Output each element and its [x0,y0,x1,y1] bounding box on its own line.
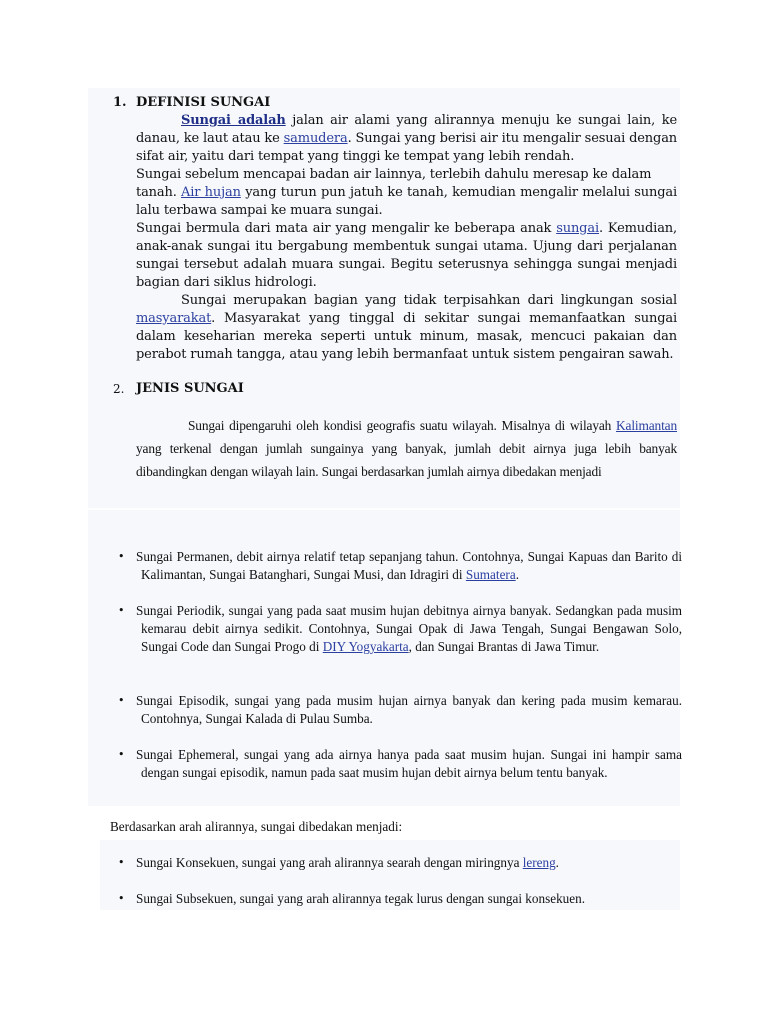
bullet-icon: • [118,604,125,617]
bullet-icon: • [118,748,125,761]
paragraph-meresap: Sungai sebelum mencapai badan air lainnya, terlebih dahulu meresap ke dalam tanah. [136,167,652,200]
link-samudera[interactable]: samudera [283,131,348,146]
link-diy-yogyakarta[interactable]: DIY Yogyakarta [322,639,409,655]
link-sumatera[interactable]: Sumatera [465,567,516,583]
paragraph-jenis-intro: Sungai dipengaruhi oleh kondisi geografis suatu wilayah. Misalnya di wilayah Kalimantan yang terkenal dengan jumlah sungainya yang banyak, jumlah debit airnya juga lebih banyak dibandingkan dengan wilayah lain. Sungai berdasarkan jumlah airnya dibedakan menjadi [136,418,677,479]
link-lereng[interactable]: lereng [522,855,556,870]
bullet-icon: • [118,856,125,869]
paragraph-definition: Sungai adalah jalan air alami yang alirannya menuju ke sungai lain, ke danau, ke laut atau ke samudera. Sungai yang berisi air itu mengalir sesuai dengan sifat air, yaitu dari tempat yang tinggi ke tempat yang lebih rendah. [136,113,678,164]
bullet-icon: • [118,694,125,707]
paragraph-masyarakat: Sungai merupakan bagian yang tidak terpisahkan dari lingkungan sosial masyarakat. Masyarakat yang tinggal di sekitar sungai memanfaatkan sungai dalam keseharian mereka seperti untuk minum, masak, mencuci pakaian dan perabot rumah tangga, atau yang lebih bermanfaat untuk sistem pengairan sawah. [136,293,677,362]
paragraph-mata-air: Sungai bermula dari mata air yang mengalir ke beberapa anak sungai. Kemudian, anak-anak sungai itu bergabung membentuk sungai utama. Ujung dari perjalanan sungai tersebut adalah muara sungai. Begitu seterusnya sehingga sungai menjadi bagian dari siklus hidrologi. [136,221,677,290]
paragraph-arah-intro: Berdasarkan arah alirannya, sungai dibedakan menjadi: [110,819,403,834]
bullet-icon: • [118,550,125,563]
link-masyarakat[interactable]: masyarakat [136,311,212,326]
link-kalimantan[interactable]: Kalimantan [616,418,677,433]
link-air-hujan[interactable]: Air hujan [181,185,241,200]
link-sungai-adalah[interactable]: Sungai adalah [181,113,286,128]
link-sungai[interactable]: sungai [556,221,599,236]
section-heading: JENIS SUNGAI [136,381,244,396]
section-number: 2. [113,382,125,396]
bullet-icon: • [118,892,125,905]
section-heading: DEFINISI SUNGAI [136,95,271,110]
paragraph-air-hujan: Air hujan yang turun pun jatuh ke tanah, kemudian mengalir melalui sungai lalu terbawa sampai ke muara sungai. [136,185,677,218]
document-page: 1. DEFINISI SUNGAI Sungai adalah jalan air alami yang alirannya menuju ke sungai lain, ke danau, ke laut atau ke samudera. Sungai yang berisi air itu mengalir sesuai dengan sifat air, yaitu dari tempat yang tinggi ke tempat yang lebih rendah. Sungai sebelum mencapai badan air lainnya, terlebih dahulu meresap ke dalam tanah. Air hujan yang turun pun jatuh ke tanah, kemudian mengalir melalui sungai lalu terbawa sampai ke muara sungai. Sungai bermula dari mata air yang mengalir ke beberapa anak sungai. Kemudian, anak-anak sungai itu bergabung membentuk sungai utama. Ujung dari perjalanan sungai tersebut adalah muara sungai. Begitu seterusnya sehingga sungai menjadi bagian dari siklus hidrologi. Sungai merupakan bagian yang tidak terpisahkan dari lingkungan sosial masyarakat. Masyarakat yang tinggal di sekitar sungai memanfaatkan sungai dalam keseharian mereka seperti untuk minum, masak, mencuci pakaian dan perabot rumah tangga, atau yang lebih bermanfaat untuk sistem pengairan sawah. 2. JENIS SUNGAI Sungai dipengaruhi oleh kondisi geografis suatu wilayah. Misalnya di wilayah Kalimantan yang terkenal dengan jumlah sungainya yang banyak, jumlah debit airnya juga lebih banyak dibandingkan dengan wilayah lain. Sungai berdasarkan jumlah airnya dibedakan menjadi • Sungai Permanen, debit airnya relatif tetap sepanjang tahun. Contohnya, Sungai Kapuas dan Barito di Kalimantan, Sungai Batanghari, Sungai Musi, dan Idragiri di Sumatera. • Sungai Periodik, sungai yang pada saat musim hujan debitnya airnya banyak. Sedangkan pada musim kemarau debit airnya sedikit. Contohnya, Sungai Opak di Jawa Tengah, Sungai Bengawan Solo, Sungai Code dan Sungai Progo di DIY Yogyakarta, dan Sungai Brantas di Jawa Timur. • Sungai Episodik, sungai yang pada musim hujan airnya banyak dan kering pada musim kemarau. Contohnya, Sungai Kalada di Pulau Sumba. • Sungai Ephemeral, sungai yang ada airnya hanya pada saat musim hujan. Sungai ini hampir sama dengan sungai episodik, namun pada saat musim hujan debit airnya belum tentu banyak. Berdasarkan arah alirannya, sungai dibedakan menjadi: • Sungai Konsekuen, sungai yang arah alirannya searah dengan miringnya lereng. • Sungai Subsekuen, sungai yang arah alirannya tegak lurus dengan sungai konsekuen. [0,0,768,1024]
section-number: 1. [113,95,127,110]
